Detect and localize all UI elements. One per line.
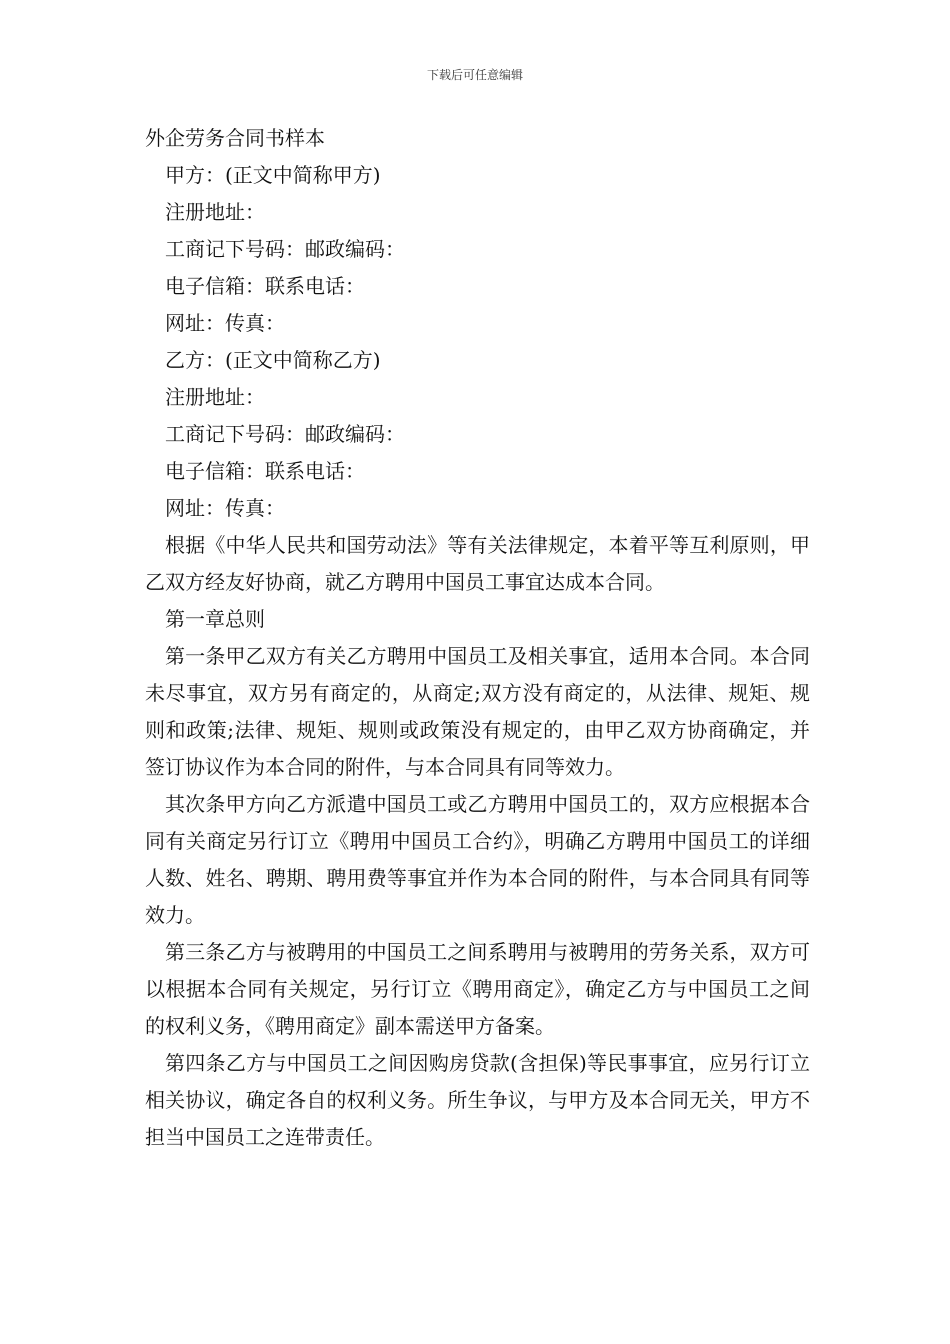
party-a-contact: 电子信箱：联系电话： — [165, 274, 365, 298]
party-b-contact: 电子信箱：联系电话： — [165, 459, 365, 483]
party-b-name: 乙方：(正文中简称乙方) — [165, 348, 381, 372]
party-a-registration: 工商记下号码：邮政编码： — [165, 237, 405, 261]
page-header: 下载后可任意编辑 — [426, 68, 523, 82]
article-3: 第三条乙方与被聘用的中国员工之间系聘用与被聘用的劳务关系，双方可以根据本合同有关规定，另行订立《聘用商定》，确定乙方与中国员工之间的权利义务，《聘用商定》副本需送甲方备案。 — [145, 940, 810, 1038]
party-b-web: 网址：传真： — [165, 496, 285, 520]
document-title: 外企劳务合同书样本 — [145, 126, 325, 150]
party-a-name: 甲方：(正文中简称甲方) — [165, 163, 381, 187]
article-2: 其次条甲方向乙方派遣中国员工或乙方聘用中国员工的，双方应根据本合同有关商定另行订立《聘用中国员工合约》，明确乙方聘用中国员工的详细人数、姓名、聘期、聘用费等事宜并作为本合同的附件，与本合同具有同等效力。 — [145, 792, 810, 927]
party-a-web: 网址：传真： — [165, 311, 285, 335]
party-b-address: 注册地址： — [165, 385, 265, 409]
party-a-address: 注册地址： — [165, 200, 265, 224]
article-1: 第一条甲乙双方有关乙方聘用中国员工及相关事宜，适用本合同。本合同未尽事宜，双方另有商定的，从商定;双方没有商定的，从法律、规矩、规则和政策;法律、规矩、规则或政策没有规定的，由甲乙双方协商确定，并签订协议作为本合同的附件，与本合同具有同等效力。 — [145, 644, 810, 779]
document-body — [145, 120, 810, 1156]
party-b-registration: 工商记下号码：邮政编码： — [165, 422, 405, 446]
article-4: 第四条乙方与中国员工之间因购房贷款(含担保)等民事事宜，应另行订立相关协议，确定各自的权利义务。所生争议，与甲方及本合同无关，甲方不担当中国员工之连带责任。 — [145, 1051, 810, 1149]
preamble-paragraph: 根据《中华人民共和国劳动法》等有关法律规定，本着平等互利原则，甲乙双方经友好协商，就乙方聘用中国员工事宜达成本合同。 — [145, 533, 810, 594]
chapter-heading: 第一章总则 — [165, 607, 265, 631]
